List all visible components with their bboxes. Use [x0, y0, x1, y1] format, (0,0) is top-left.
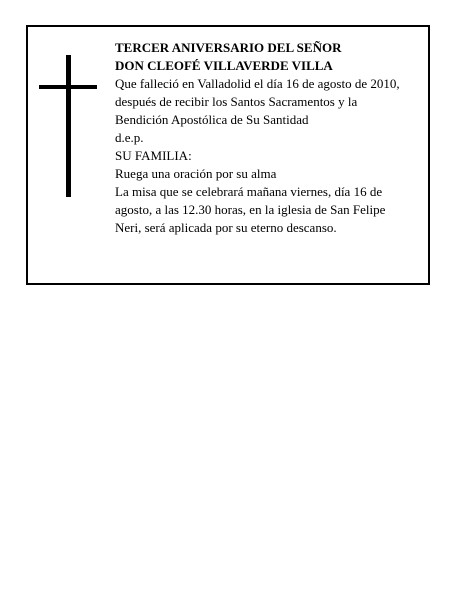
mass-details-line-2: agosto, a las 12.30 horas, en la iglesia de San Felipe: [115, 202, 386, 217]
death-announcement-line-3: Bendición Apostólica de Su Santidad: [115, 112, 309, 127]
prayer-request: Ruega una oración por su alma: [115, 166, 277, 181]
death-announcement-line-1: Que falleció en Valladolid el día 16 de agosto de 2010,: [115, 76, 400, 91]
mass-details-line-3: Neri, será aplicada por su eterno descanso.: [115, 220, 337, 235]
obituary-notice: [26, 25, 430, 285]
cross-horizontal-bar: [39, 85, 97, 89]
cross-vertical-bar: [66, 55, 71, 197]
cross-icon: [39, 55, 97, 197]
notice-heading-line-1: TERCER ANIVERSARIO DEL SEÑOR: [115, 40, 342, 55]
notice-heading-line-2: DON CLEOFÉ VILLAVERDE VILLA: [115, 58, 333, 73]
rip-abbreviation: d.e.p.: [115, 130, 144, 145]
death-announcement-line-2: después de recibir los Santos Sacramentos y la: [115, 94, 358, 109]
mass-details-line-1: La misa que se celebrará mañana viernes, día 16 de: [115, 184, 383, 199]
family-label: SU FAMILIA:: [115, 148, 192, 163]
notice-text: [115, 39, 421, 237]
